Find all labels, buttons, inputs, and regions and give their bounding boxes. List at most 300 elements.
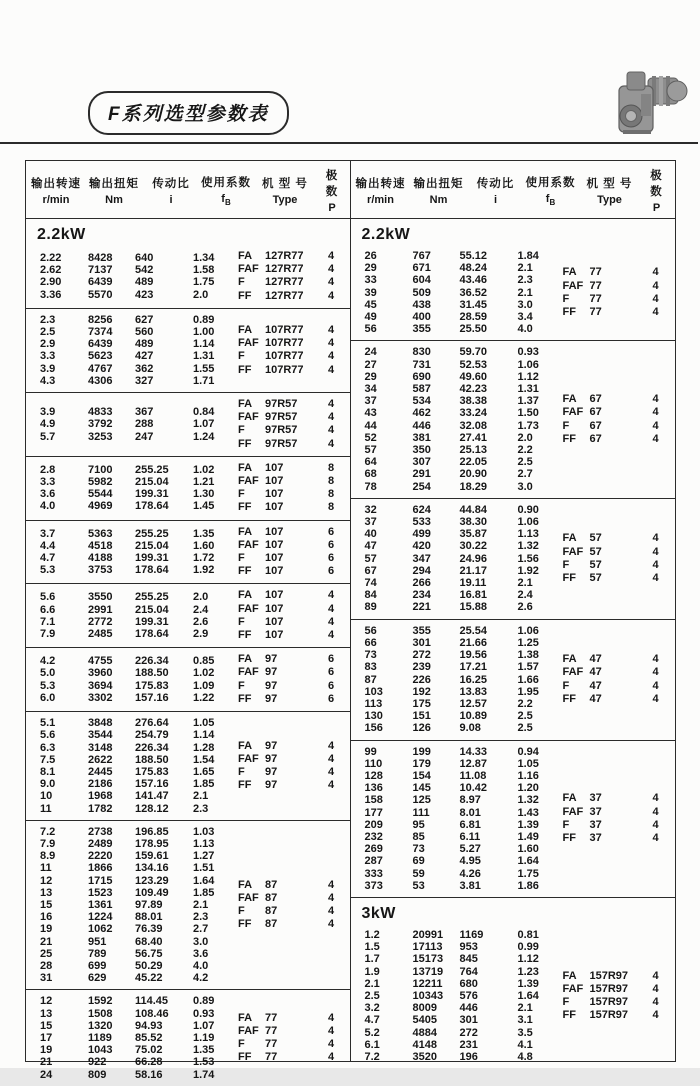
cell-ratio: 215.04 [135, 539, 169, 552]
cell-pole-count: 4 [328, 398, 335, 411]
gear-motor-photo [605, 68, 685, 142]
cell-output-torque: 1592 [88, 995, 113, 1008]
table-row [26, 476, 238, 488]
table-row [351, 516, 563, 528]
cell-service-factor: 2.3 [193, 911, 209, 924]
cell-pole-count: 4 [652, 1009, 659, 1022]
cell-ratio: 18.29 [459, 480, 488, 493]
type-row [238, 411, 346, 424]
cell-output-torque: 17113 [412, 941, 443, 954]
cell-type-prefix: FA [238, 739, 253, 752]
cell-output-speed: 78 [364, 480, 377, 493]
cell-output-torque: 7100 [88, 463, 113, 476]
table-row [351, 504, 563, 516]
cell-type-prefix: FF [238, 289, 252, 302]
table-row [26, 887, 238, 899]
cell-service-factor: 1.22 [193, 691, 215, 704]
column-header [26, 175, 86, 206]
table-row [26, 564, 238, 576]
cell-type-model: 97R57 [265, 398, 298, 411]
type-row [238, 488, 346, 501]
cell-ratio: 199.31 [135, 615, 169, 628]
cell-ratio: 157.16 [135, 778, 169, 791]
numeric-rows [26, 995, 238, 1080]
cell-pole-count: 4 [652, 393, 659, 406]
cell-type-prefix: FAF [562, 406, 584, 419]
type-row [238, 337, 346, 350]
type-row [563, 653, 671, 666]
cell-type-prefix: FA [238, 653, 253, 666]
cell-service-factor: 1.14 [193, 338, 215, 351]
cell-type-prefix: F [238, 350, 245, 363]
table-row [26, 875, 238, 887]
cell-service-factor: 1.31 [193, 350, 215, 363]
table-row [26, 826, 238, 838]
cell-output-speed: 3.6 [40, 488, 56, 501]
cell-service-factor: 2.7 [517, 468, 533, 481]
cell-ratio: 9.08 [459, 722, 481, 735]
cell-service-factor: 1.64 [193, 874, 215, 887]
column-header-unit: Type [272, 194, 298, 206]
cell-output-speed: 37 [364, 516, 377, 529]
table-row [351, 601, 563, 613]
cell-pole-count: 6 [328, 525, 335, 538]
cell-output-torque: 4188 [88, 552, 113, 565]
type-row [238, 475, 346, 488]
type-row [238, 364, 346, 377]
cell-output-speed: 47 [364, 540, 377, 553]
cell-pole-count: 6 [328, 692, 335, 705]
cell-service-factor: 2.2 [517, 697, 533, 710]
table-row [351, 311, 563, 323]
power-section [351, 219, 676, 897]
cell-service-factor: 1.09 [193, 679, 215, 692]
cell-output-torque: 53 [412, 879, 425, 892]
cell-ratio: 446 [459, 1002, 478, 1015]
table-row [26, 692, 238, 704]
cell-output-torque: 266 [412, 577, 431, 590]
cell-type-prefix: FF [238, 1051, 252, 1064]
cell-output-speed: 21 [40, 935, 53, 948]
cell-output-torque: 5363 [88, 527, 113, 540]
type-row [238, 680, 346, 693]
column-header-zh: 极 数 [650, 170, 663, 198]
cell-output-speed: 43 [364, 407, 377, 420]
cell-output-torque: 4518 [88, 539, 113, 552]
table-row [26, 995, 238, 1007]
cell-ratio: 109.49 [135, 886, 169, 899]
cell-ratio: 255.25 [135, 527, 169, 540]
cell-output-torque: 624 [412, 503, 431, 516]
cell-output-torque: 3148 [88, 741, 113, 754]
type-row [238, 276, 346, 289]
cell-service-factor: 1.21 [193, 476, 215, 489]
cell-output-speed: 66 [364, 636, 377, 649]
column-header-zh: 输出转速 [31, 178, 81, 190]
table-row [26, 252, 238, 264]
cell-type-model: 107 [265, 589, 284, 602]
table-row [26, 540, 238, 552]
cell-output-torque: 629 [88, 972, 107, 985]
cell-output-speed: 16 [40, 911, 53, 924]
cell-service-factor: 2.4 [517, 589, 533, 602]
cell-output-speed: 3.3 [40, 350, 56, 363]
header-divider-line [0, 142, 698, 144]
cell-type-prefix: FAF [562, 666, 584, 679]
table-row [26, 528, 238, 540]
column-header-unit: Nm [105, 194, 123, 206]
cell-output-torque: 20991 [412, 928, 444, 941]
table-row [351, 456, 563, 468]
cell-output-torque: 3520 [412, 1050, 437, 1063]
cell-output-speed: 5.3 [40, 564, 56, 577]
type-row [563, 393, 671, 406]
cell-pole-count: 4 [328, 739, 335, 752]
cell-pole-count: 4 [328, 878, 335, 891]
cell-type-model: 127R77 [265, 276, 304, 289]
table-row [26, 1020, 238, 1032]
type-row [563, 406, 671, 419]
cell-ratio: 42.23 [459, 383, 488, 396]
cell-type-prefix: FF [562, 571, 576, 584]
cell-output-speed: 11 [40, 802, 52, 815]
type-row [238, 290, 346, 303]
table-row [351, 649, 563, 661]
cell-output-speed: 6.6 [40, 603, 56, 616]
table-row [26, 803, 238, 815]
cell-ratio: 48.24 [459, 262, 488, 275]
column-header-zh: 使用系数 [201, 176, 251, 189]
cell-output-speed: 2.62 [40, 264, 62, 277]
cell-service-factor: 2.0 [193, 591, 209, 604]
cell-output-torque: 145 [412, 782, 431, 795]
table-header-left [26, 161, 350, 219]
cell-ratio: 215.04 [135, 603, 169, 616]
table-row [351, 1027, 563, 1039]
cell-pole-count: 8 [328, 501, 335, 514]
cell-output-torque: 767 [412, 250, 431, 262]
cell-ratio: 489 [135, 338, 154, 351]
cell-ratio: 301 [459, 1014, 478, 1027]
table-row [26, 972, 238, 984]
ratio-group [351, 740, 676, 897]
type-row [238, 693, 346, 706]
cell-type-prefix: FAF [562, 805, 584, 818]
cell-service-factor: 1.12 [517, 370, 539, 383]
cell-ratio: 576 [459, 989, 478, 1002]
cell-output-torque: 126 [412, 722, 431, 735]
cell-output-speed: 4.9 [40, 418, 56, 431]
ratio-group [26, 647, 350, 711]
ratio-group [26, 308, 350, 392]
cell-output-speed: 3.3 [40, 476, 56, 489]
column-header [142, 175, 200, 206]
cell-type-model: 77 [589, 305, 602, 318]
cell-output-speed: 1.5 [364, 941, 380, 954]
numeric-rows [26, 528, 238, 577]
column-header-unit: i [169, 194, 173, 206]
cell-output-speed: 3.9 [40, 406, 56, 419]
cell-pole-count: 4 [328, 602, 335, 615]
table-row [26, 604, 238, 616]
cell-output-speed: 6.3 [40, 741, 56, 754]
type-row [563, 420, 671, 433]
cell-output-speed: 1.7 [364, 953, 380, 966]
cell-output-speed: 26 [364, 250, 377, 262]
table-row [26, 1069, 238, 1081]
cell-output-speed: 7.1 [40, 615, 56, 628]
cell-type-prefix: FF [238, 565, 252, 578]
cell-type-prefix: FF [238, 918, 252, 931]
table-row [351, 395, 563, 407]
ratio-group [26, 711, 350, 820]
type-row [563, 1009, 671, 1022]
type-row [238, 740, 346, 753]
cell-service-factor: 0.99 [517, 941, 539, 954]
cell-service-factor: 1.57 [517, 661, 539, 674]
cell-ratio: 38.30 [459, 516, 488, 529]
table-row [26, 375, 238, 387]
cell-output-speed: 5.6 [40, 591, 56, 604]
cell-type-prefix: FA [562, 393, 577, 406]
cell-output-speed: 52 [364, 431, 377, 444]
cell-type-model: 97 [265, 679, 278, 692]
cell-output-speed: 7.2 [364, 1050, 380, 1063]
cell-type-model: 67 [589, 419, 602, 432]
type-row [238, 629, 346, 642]
cell-service-factor: 1.27 [193, 850, 215, 863]
cell-output-torque: 534 [412, 395, 431, 408]
cell-output-torque: 699 [88, 959, 107, 972]
subscript: B [549, 198, 556, 208]
cell-service-factor: 0.84 [193, 406, 215, 419]
cell-output-speed: 37 [364, 395, 377, 408]
table-row [351, 807, 563, 819]
table-row [26, 350, 238, 362]
cell-type-model: 107 [265, 501, 284, 514]
cell-pole-count: 4 [328, 891, 335, 904]
cell-ratio: 327 [135, 374, 154, 387]
cell-type-model: 47 [589, 692, 602, 705]
cell-ratio: 5.27 [459, 843, 481, 856]
table-row [26, 464, 238, 476]
cell-ratio: 288 [135, 418, 154, 431]
cell-ratio: 16.81 [459, 589, 488, 602]
type-block [563, 266, 671, 319]
cell-output-torque: 4148 [412, 1038, 437, 1051]
table-row [351, 770, 563, 782]
table-row [351, 528, 563, 540]
cell-type-prefix: F [238, 552, 245, 565]
cell-pole-count: 4 [652, 558, 659, 571]
cell-type-model: 157R97 [589, 982, 629, 995]
table-row [351, 941, 563, 953]
cell-output-speed: 29 [364, 370, 377, 383]
table-row [351, 383, 563, 395]
cell-service-factor: 2.9 [193, 628, 209, 641]
type-block [238, 740, 346, 793]
cell-output-speed: 19 [40, 923, 53, 936]
cell-output-torque: 3960 [88, 667, 113, 680]
cell-ratio: 4.26 [459, 867, 481, 880]
cell-output-speed: 39 [364, 286, 377, 299]
cell-output-torque: 3753 [88, 564, 113, 577]
cell-type-model: 87 [265, 891, 278, 904]
cell-type-model: 87 [265, 905, 278, 918]
type-row [563, 996, 671, 1009]
power-rating-label: 2.2kW [361, 226, 411, 243]
power-section [26, 219, 350, 1086]
cell-output-torque: 400 [412, 311, 431, 324]
table-row [351, 746, 563, 758]
cell-type-model: 77 [265, 1024, 278, 1037]
cell-ratio: 97.89 [135, 898, 163, 911]
cell-service-factor: 1.66 [517, 673, 539, 686]
column-header-zh: 输出扭矩 [413, 178, 464, 190]
cell-output-torque: 125 [412, 794, 431, 807]
cell-ratio: 45.22 [135, 972, 163, 985]
column-header-unit: $f_B$ [545, 192, 556, 208]
cell-type-prefix: FF [238, 692, 252, 705]
cell-ratio: 255.25 [135, 463, 169, 476]
type-row [563, 693, 671, 706]
cell-ratio: 215.04 [135, 476, 169, 489]
table-row [351, 661, 563, 673]
cell-service-factor: 1.14 [193, 729, 215, 742]
cell-output-speed: 5.1 [40, 717, 56, 730]
cell-ratio: 25.50 [459, 323, 488, 336]
table-row [26, 680, 238, 692]
type-row [238, 905, 346, 918]
cell-output-torque: 3302 [88, 691, 113, 704]
numeric-rows [26, 591, 238, 640]
cell-pole-count: 4 [328, 1038, 335, 1051]
cell-output-torque: 347 [412, 552, 431, 565]
cell-output-speed: 15 [40, 1019, 53, 1032]
cell-type-prefix: FF [562, 305, 576, 318]
cell-ratio: 226.34 [135, 655, 169, 668]
cell-ratio: 13.83 [459, 685, 488, 698]
numeric-rows [351, 746, 563, 892]
cell-pole-count: 6 [328, 538, 335, 551]
table-column-right [351, 161, 676, 1061]
cell-pole-count: 4 [652, 996, 659, 1009]
type-row [238, 565, 346, 578]
table-row [351, 1039, 563, 1051]
cell-output-speed: 232 [364, 830, 383, 843]
cell-output-torque: 587 [412, 383, 431, 396]
cell-output-torque: 789 [88, 947, 107, 960]
type-block [238, 879, 346, 932]
table-row [351, 868, 563, 880]
cell-output-torque: 1968 [88, 790, 113, 803]
cell-type-model: 97 [265, 779, 278, 792]
cell-output-torque: 462 [412, 407, 431, 420]
cell-pole-count: 4 [652, 266, 659, 279]
cell-output-speed: 13 [40, 886, 53, 899]
cell-service-factor: 0.89 [193, 313, 215, 326]
cell-service-factor: 2.5 [517, 456, 533, 469]
cell-type-prefix: FAF [238, 337, 259, 350]
table-row [26, 1056, 238, 1068]
cell-ratio: 175.83 [135, 679, 169, 692]
cell-output-speed: 4.7 [40, 552, 56, 565]
type-block [238, 250, 346, 303]
cell-pole-count: 4 [328, 337, 335, 350]
table-row [26, 314, 238, 326]
cell-type-model: 157R97 [589, 996, 629, 1009]
cell-pole-count: 4 [652, 432, 659, 445]
cell-ratio: 640 [135, 252, 154, 264]
table-row [26, 778, 238, 790]
cell-pole-count: 4 [652, 792, 659, 805]
cell-service-factor: 2.3 [193, 802, 209, 815]
numeric-rows [26, 826, 238, 985]
cell-type-prefix: FAF [238, 1024, 259, 1037]
cell-type-prefix: FA [238, 461, 253, 474]
cell-service-factor: 1.05 [517, 757, 539, 770]
cell-output-speed: 15 [40, 898, 53, 911]
type-row [238, 616, 346, 629]
table-row [26, 729, 238, 741]
cell-type-model: 107 [265, 565, 284, 578]
cell-service-factor: 1.60 [517, 843, 539, 856]
cell-service-factor: 0.85 [193, 655, 215, 668]
cell-pole-count: 4 [652, 545, 659, 558]
type-row [238, 892, 346, 905]
type-row [238, 424, 346, 437]
table-row [351, 420, 563, 432]
type-row [563, 559, 671, 572]
type-row [563, 433, 671, 446]
cell-service-factor: 1.45 [193, 500, 215, 513]
table-row [26, 500, 238, 512]
table-row [26, 790, 238, 802]
cell-output-speed: 56 [364, 323, 377, 336]
column-header-zh: 传动比 [476, 178, 515, 190]
cell-type-model: 107 [265, 461, 284, 474]
column-header [252, 175, 318, 206]
cell-ratio: 10.42 [459, 782, 488, 795]
page-title: F系列选型参数表 [88, 91, 289, 135]
type-row [238, 666, 346, 679]
cell-pole-count: 4 [328, 779, 335, 792]
cell-ratio: 128.12 [135, 802, 169, 815]
cell-output-torque: 604 [412, 274, 431, 287]
cell-output-speed: 7.5 [40, 753, 56, 766]
cell-output-torque: 2445 [88, 765, 113, 778]
cell-service-factor: 1.39 [517, 818, 539, 831]
cell-ratio: 953 [459, 941, 478, 954]
cell-service-factor: 4.0 [517, 323, 533, 336]
cell-type-model: 77 [589, 292, 602, 305]
cell-output-torque: 2738 [88, 825, 113, 838]
cell-service-factor: 1.37 [517, 395, 539, 408]
table-row [351, 346, 563, 358]
cell-pole-count: 4 [328, 363, 335, 376]
cell-output-speed: 7.9 [40, 837, 56, 850]
type-block [563, 393, 671, 446]
cell-output-speed: 177 [364, 806, 383, 819]
cell-type-prefix: FAF [562, 545, 584, 558]
table-header-right [351, 161, 676, 219]
cell-output-torque: 922 [88, 1056, 107, 1069]
cell-output-torque: 1523 [88, 886, 113, 899]
cell-type-model: 87 [265, 878, 278, 891]
cell-output-speed: 2.3 [40, 313, 56, 326]
table-row [351, 625, 563, 637]
table-row [351, 758, 563, 770]
